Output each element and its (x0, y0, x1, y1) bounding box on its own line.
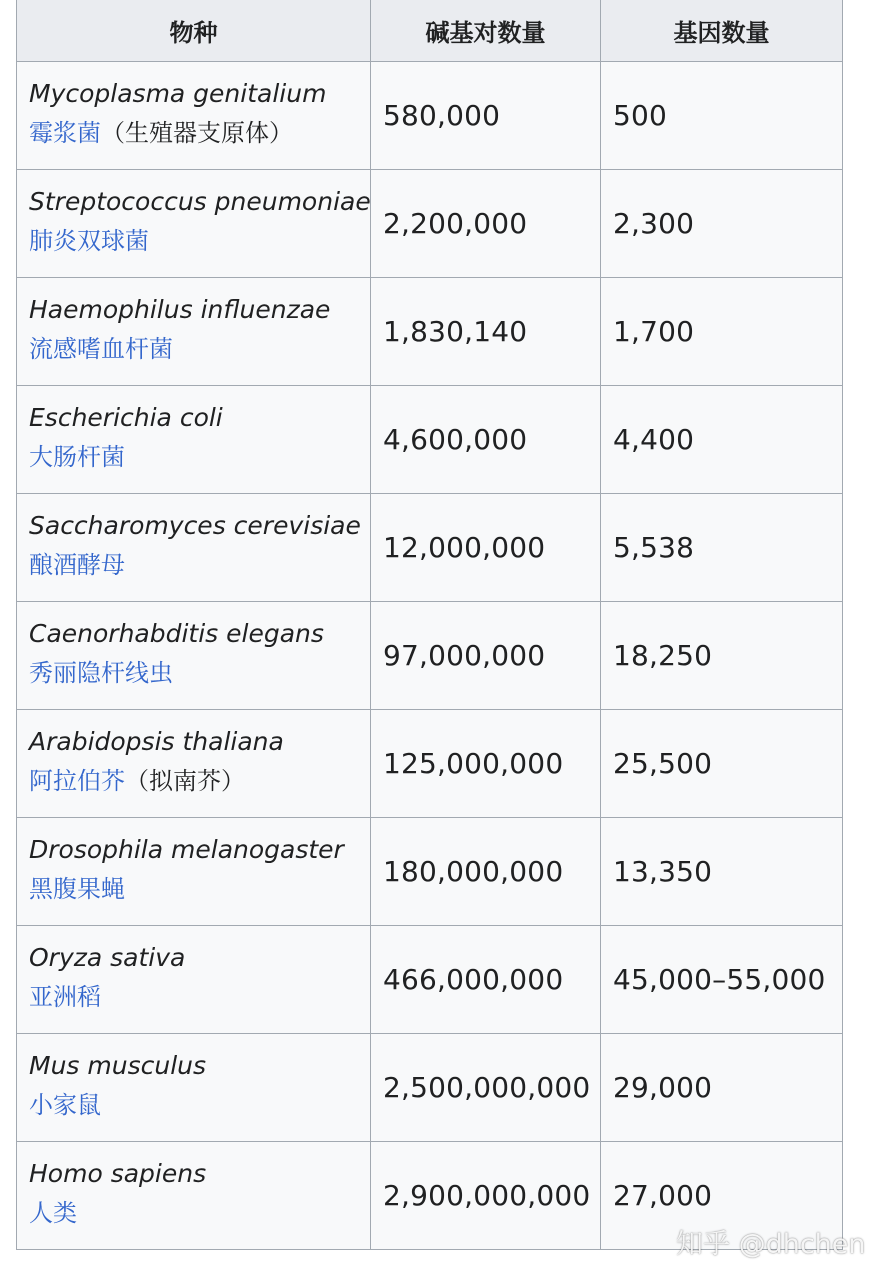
base-pairs-cell (371, 1034, 601, 1142)
table-row (17, 710, 843, 818)
scientific-name: Mycoplasma genitalium (29, 78, 327, 108)
species-cell (17, 602, 371, 710)
genome-size-table (16, 0, 843, 1250)
chinese-name-line (29, 435, 358, 479)
base-pairs-cell (371, 818, 601, 926)
scientific-name: Caenorhabditis elegans (29, 618, 324, 648)
chinese-name-link[interactable]: 流感嗜血杆菌 (29, 334, 173, 363)
chinese-name-link[interactable]: 大肠杆菌 (29, 442, 125, 471)
base-pairs-cell (371, 170, 601, 278)
table-row (17, 62, 843, 170)
genes-value: 5,538 (613, 531, 695, 564)
genes-cell (601, 170, 843, 278)
genes-cell (601, 62, 843, 170)
table-header-row (17, 0, 843, 62)
chinese-name-link[interactable]: 肺炎双球菌 (29, 226, 149, 255)
chinese-name-line (29, 327, 358, 371)
base-pairs-cell (371, 62, 601, 170)
watermark: 知乎 @dhchen (676, 1229, 866, 1260)
chinese-name-line (29, 1083, 358, 1127)
base-pairs-cell (371, 386, 601, 494)
genes-cell (601, 494, 843, 602)
table-row (17, 278, 843, 386)
base-pairs-value: 12,000,000 (383, 531, 546, 564)
base-pairs-cell (371, 602, 601, 710)
genes-value: 13,350 (613, 855, 713, 888)
chinese-name-link[interactable]: 黑腹果蝇 (29, 874, 125, 903)
table-row (17, 386, 843, 494)
chinese-name-line (29, 759, 358, 803)
base-pairs-cell (371, 278, 601, 386)
column-header-base-pairs: 碱基对数量 (371, 0, 601, 62)
chinese-name-line (29, 1191, 358, 1235)
base-pairs-cell (371, 926, 601, 1034)
genes-cell (601, 1034, 843, 1142)
species-cell (17, 1034, 371, 1142)
genes-value: 2,300 (613, 207, 695, 240)
table-row (17, 818, 843, 926)
species-cell (17, 1142, 371, 1250)
chinese-name-line (29, 543, 358, 587)
genes-cell (601, 818, 843, 926)
base-pairs-value: 466,000,000 (383, 963, 564, 996)
species-cell (17, 818, 371, 926)
chinese-name-link[interactable]: 阿拉伯芥 (29, 766, 125, 795)
chinese-name-line (29, 975, 358, 1019)
species-cell (17, 62, 371, 170)
scientific-name: Saccharomyces cerevisiae (29, 510, 361, 540)
base-pairs-value: 180,000,000 (383, 855, 564, 888)
base-pairs-value: 1,830,140 (383, 315, 528, 348)
scientific-name: Oryza sativa (29, 942, 186, 972)
chinese-name-link[interactable]: 小家鼠 (29, 1090, 101, 1119)
base-pairs-value: 2,500,000,000 (383, 1071, 591, 1104)
genes-value: 27,000 (613, 1179, 713, 1212)
base-pairs-value: 125,000,000 (383, 747, 564, 780)
base-pairs-cell (371, 494, 601, 602)
species-cell (17, 926, 371, 1034)
chinese-name-link[interactable]: 酿酒酵母 (29, 550, 125, 579)
table-row (17, 602, 843, 710)
genes-value: 1,700 (613, 315, 695, 348)
genes-cell (601, 926, 843, 1034)
scientific-name: Streptococcus pneumoniae (29, 186, 371, 216)
chinese-name-note: （生殖器支原体） (101, 118, 293, 147)
base-pairs-value: 4,600,000 (383, 423, 528, 456)
scientific-name: Haemophilus influenzae (29, 294, 331, 324)
chinese-name-link[interactable]: 霉浆菌 (29, 118, 101, 147)
column-header-species: 物种 (17, 0, 371, 62)
table-row (17, 1034, 843, 1142)
species-cell (17, 170, 371, 278)
base-pairs-cell (371, 1142, 601, 1250)
table-row (17, 170, 843, 278)
column-header-genes: 基因数量 (601, 0, 843, 62)
chinese-name-note: （拟南芥） (125, 766, 245, 795)
genes-cell (601, 710, 843, 818)
genes-value: 29,000 (613, 1071, 713, 1104)
species-cell (17, 494, 371, 602)
genes-cell (601, 386, 843, 494)
genes-value: 25,500 (613, 747, 713, 780)
base-pairs-value: 97,000,000 (383, 639, 546, 672)
species-cell (17, 278, 371, 386)
scientific-name: Homo sapiens (29, 1158, 207, 1188)
genes-value: 4,400 (613, 423, 695, 456)
genes-cell (601, 278, 843, 386)
base-pairs-value: 580,000 (383, 99, 501, 132)
base-pairs-value: 2,900,000,000 (383, 1179, 591, 1212)
chinese-name-link[interactable]: 亚洲稻 (29, 982, 101, 1011)
base-pairs-cell (371, 710, 601, 818)
scientific-name: Escherichia coli (29, 402, 223, 432)
scientific-name: Drosophila melanogaster (29, 834, 344, 864)
genes-value: 500 (613, 99, 668, 132)
chinese-name-line (29, 867, 358, 911)
scientific-name: Arabidopsis thaliana (29, 726, 284, 756)
genes-value: 45,000–55,000 (613, 963, 826, 996)
table-row (17, 926, 843, 1034)
genes-cell (601, 602, 843, 710)
chinese-name-link[interactable]: 人类 (29, 1198, 77, 1227)
table-row (17, 494, 843, 602)
chinese-name-link[interactable]: 秀丽隐杆线虫 (29, 658, 173, 687)
base-pairs-value: 2,200,000 (383, 207, 528, 240)
chinese-name-line (29, 219, 358, 263)
chinese-name-line (29, 111, 358, 155)
scientific-name: Mus musculus (29, 1050, 207, 1080)
genes-value: 18,250 (613, 639, 713, 672)
species-cell (17, 710, 371, 818)
chinese-name-line (29, 651, 358, 695)
table-body (17, 62, 843, 1250)
species-cell (17, 386, 371, 494)
